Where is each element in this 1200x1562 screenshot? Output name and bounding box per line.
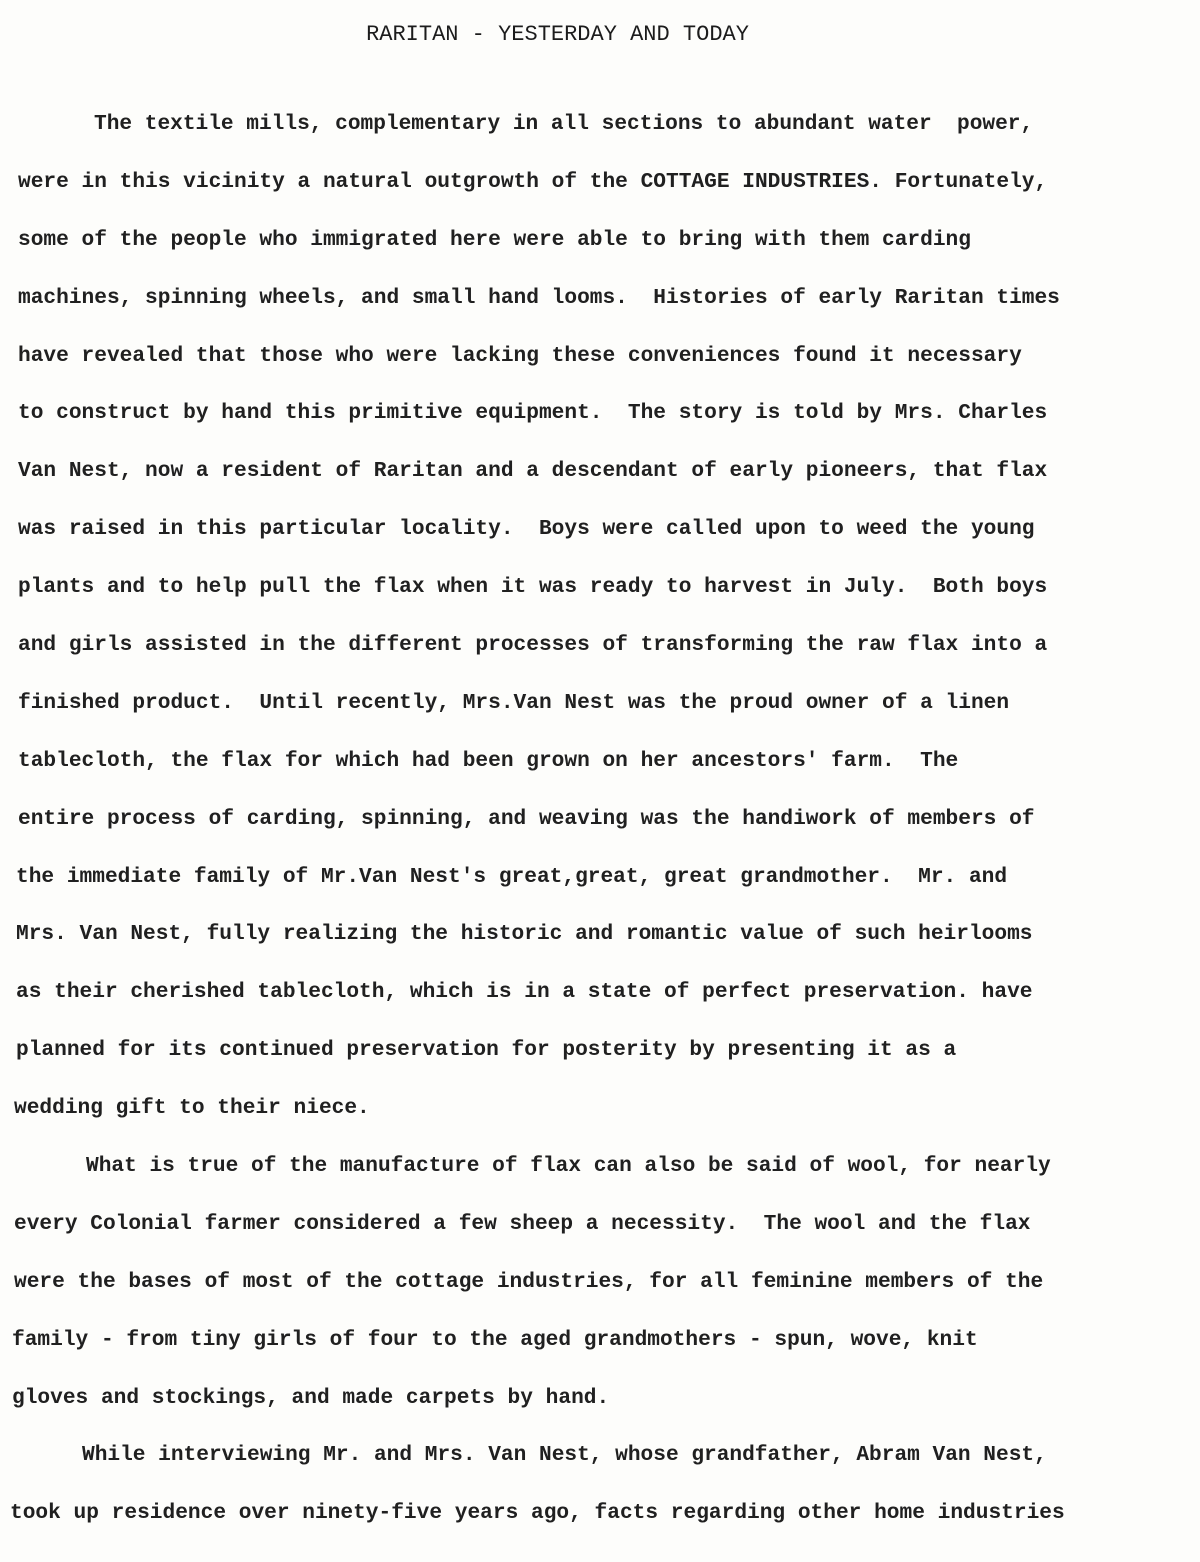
text-line: to construct by hand this primitive equipment. The story is told by Mrs. Charles (18, 401, 1048, 426)
text-line: plants and to help pull the flax when it was ready to harvest in July. Both boys (18, 575, 1048, 600)
text-line: were the bases of most of the cottage industries, for all feminine members of the (14, 1269, 1044, 1294)
text-line: tablecloth, the flax for which had been grown on her ancestors' farm. The (18, 748, 959, 773)
text-line: Mrs. Van Nest, fully realizing the historic and romantic value of such heirlooms (16, 922, 1033, 947)
text-line: took up residence over ninety-five years ago, facts regarding other home industries (10, 1501, 1065, 1526)
page-title: RARITAN - YESTERDAY AND TODAY (366, 22, 749, 47)
text-line: wedding gift to their niece. (14, 1096, 370, 1121)
text-line: every Colonial farmer considered a few sheep a necessity. The wool and the flax (14, 1211, 1031, 1236)
text-line: planned for its continued preservation for posterity by presenting it as a (16, 1038, 957, 1063)
text-line: family - from tiny girls of four to the aged grandmothers - spun, wove, knit (12, 1327, 978, 1352)
text-line: and girls assisted in the different processes of transforming the raw flax into a (18, 633, 1048, 658)
text-line: as their cherished tablecloth, which is in a state of perfect preservation. have (16, 980, 1033, 1005)
text-line: machines, spinning wheels, and small hand looms. Histories of early Raritan times (18, 285, 1060, 310)
body-text (0, 104, 1200, 1551)
text-line: While interviewing Mr. and Mrs. Van Nest, whose grandfather, Abram Van Nest, (82, 1443, 1047, 1468)
text-line: Van Nest, now a resident of Raritan and a descendant of early pioneers, that flax (18, 459, 1048, 484)
text-line: have revealed that those who were lacking these conveniences found it necessary (18, 343, 1022, 368)
text-line: What is true of the manufacture of flax can also be said of wool, for nearly (86, 1154, 1051, 1179)
text-line: entire process of carding, spinning, and weaving was the handiwork of members of (18, 806, 1035, 831)
text-line: gloves and stockings, and made carpets by hand. (12, 1385, 610, 1410)
text-line: were in this vicinity a natural outgrowth of the COTTAGE INDUSTRIES. Fortunately, (18, 169, 1048, 194)
text-line: some of the people who immigrated here were able to bring with them carding (18, 227, 971, 252)
text-line: finished product. Until recently, Mrs.Van Nest was the proud owner of a linen (18, 690, 1010, 715)
text-line: the immediate family of Mr.Van Nest's great,great, great grandmother. Mr. and (16, 864, 1008, 889)
text-line: was raised in this particular locality. Boys were called upon to weed the young (18, 517, 1035, 542)
text-line: The textile mills, complementary in all sections to abundant water power, (94, 112, 1034, 136)
